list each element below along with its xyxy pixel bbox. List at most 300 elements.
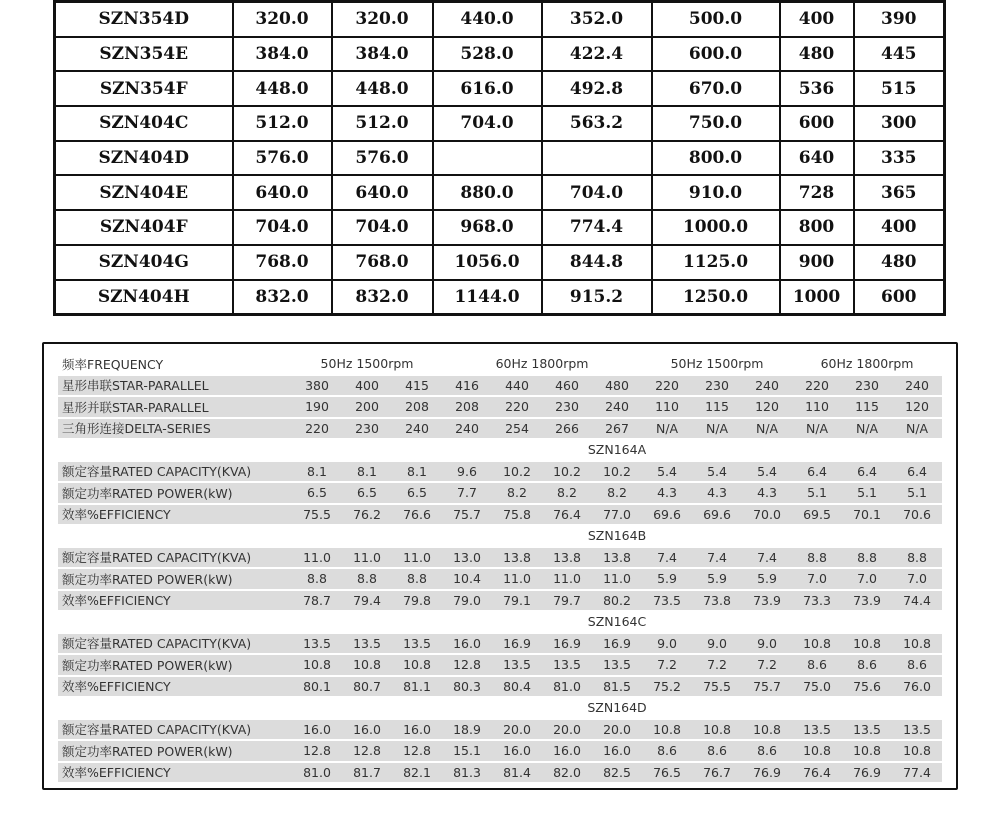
value-cell: 82.1 bbox=[392, 763, 442, 783]
value-cell: 10.8 bbox=[692, 720, 742, 740]
value-cell: 12.8 bbox=[292, 741, 342, 761]
value-cell: 220 bbox=[642, 376, 692, 396]
value-cell: 76.4 bbox=[792, 763, 842, 783]
model-cell: SZN404D bbox=[55, 141, 233, 176]
value-cell: 11.0 bbox=[592, 569, 642, 589]
value-cell: 5.9 bbox=[692, 569, 742, 589]
value-cell: 15.1 bbox=[442, 741, 492, 761]
value-cell: 81.7 bbox=[342, 763, 392, 783]
table-row bbox=[58, 505, 942, 525]
value-cell: 7.0 bbox=[842, 569, 892, 589]
value-cell: 10.8 bbox=[892, 741, 942, 761]
value-cell: 75.0 bbox=[792, 677, 842, 697]
frequency-header-row bbox=[58, 354, 942, 374]
value-cell: 76.9 bbox=[742, 763, 792, 783]
value-cell: 81.1 bbox=[392, 677, 442, 697]
value-cell: 8.6 bbox=[642, 741, 692, 761]
value-cell: 11.0 bbox=[292, 548, 342, 568]
value-cell: 6.4 bbox=[842, 462, 892, 482]
value-cell: 1144.0 bbox=[433, 280, 542, 315]
value-cell: 70.6 bbox=[892, 505, 942, 525]
frequency-group-label: 60Hz 1800rpm bbox=[442, 354, 642, 374]
value-cell: 750.0 bbox=[652, 106, 780, 141]
value-cell: 11.0 bbox=[392, 548, 442, 568]
value-cell: 20.0 bbox=[542, 720, 592, 740]
table-row bbox=[58, 677, 942, 697]
value-cell: 9.0 bbox=[742, 634, 792, 654]
value-cell: 600 bbox=[854, 280, 945, 315]
value-cell: 415 bbox=[392, 376, 442, 396]
value-cell: 5.4 bbox=[692, 462, 742, 482]
value-cell: 915.2 bbox=[542, 280, 652, 315]
table-row bbox=[55, 245, 945, 280]
table-row bbox=[55, 141, 945, 176]
spacer-cell bbox=[58, 612, 292, 632]
table-row bbox=[58, 634, 942, 654]
value-cell: 81.0 bbox=[542, 677, 592, 697]
value-cell: 77.4 bbox=[892, 763, 942, 783]
table-row bbox=[58, 548, 942, 568]
value-cell: 78.7 bbox=[292, 591, 342, 611]
value-cell: 480 bbox=[854, 245, 945, 280]
value-cell: 240 bbox=[592, 397, 642, 417]
value-cell: 10.8 bbox=[792, 741, 842, 761]
frequency-group-label: 50Hz 1500rpm bbox=[642, 354, 792, 374]
model-cell: SZN354F bbox=[55, 71, 233, 106]
value-cell: 13.0 bbox=[442, 548, 492, 568]
value-cell: 6.4 bbox=[892, 462, 942, 482]
row-label: 效率%EFFICIENCY bbox=[58, 505, 292, 525]
table-row bbox=[58, 483, 942, 503]
value-cell: 1250.0 bbox=[652, 280, 780, 315]
value-cell: 75.5 bbox=[292, 505, 342, 525]
value-cell: 73.5 bbox=[642, 591, 692, 611]
value-cell: 440.0 bbox=[433, 2, 542, 37]
value-cell: 844.8 bbox=[542, 245, 652, 280]
value-cell: 13.5 bbox=[342, 634, 392, 654]
value-cell: 460 bbox=[542, 376, 592, 396]
value-cell: 640.0 bbox=[332, 175, 433, 210]
value-cell: 640 bbox=[780, 141, 854, 176]
table-row bbox=[58, 462, 942, 482]
value-cell: 20.0 bbox=[592, 720, 642, 740]
value-cell: 240 bbox=[742, 376, 792, 396]
value-cell: 8.1 bbox=[292, 462, 342, 482]
table-row bbox=[58, 655, 942, 675]
value-cell: 16.0 bbox=[342, 720, 392, 740]
value-cell: 8.2 bbox=[492, 483, 542, 503]
value-cell: 81.5 bbox=[592, 677, 642, 697]
value-cell: 8.6 bbox=[692, 741, 742, 761]
value-cell: N/A bbox=[642, 419, 692, 439]
value-cell: 13.5 bbox=[892, 720, 942, 740]
value-cell: 10.8 bbox=[392, 655, 442, 675]
value-cell: 16.9 bbox=[542, 634, 592, 654]
value-cell: 80.2 bbox=[592, 591, 642, 611]
value-cell: 69.5 bbox=[792, 505, 842, 525]
value-cell: 10.8 bbox=[742, 720, 792, 740]
value-cell: 10.8 bbox=[792, 634, 842, 654]
value-cell: 576.0 bbox=[233, 141, 332, 176]
value-cell: 600.0 bbox=[652, 37, 780, 72]
value-cell: 8.2 bbox=[542, 483, 592, 503]
value-cell: 16.0 bbox=[492, 741, 542, 761]
value-cell: 774.4 bbox=[542, 210, 652, 245]
value-cell: 208 bbox=[392, 397, 442, 417]
value-cell: 10.8 bbox=[892, 634, 942, 654]
value-cell: 7.2 bbox=[692, 655, 742, 675]
value-cell: 5.4 bbox=[742, 462, 792, 482]
value-cell: 352.0 bbox=[542, 2, 652, 37]
value-cell: 115 bbox=[842, 397, 892, 417]
table-row bbox=[55, 210, 945, 245]
value-cell: 7.2 bbox=[742, 655, 792, 675]
value-cell: 4.3 bbox=[692, 483, 742, 503]
value-cell: 8.8 bbox=[892, 548, 942, 568]
value-cell: N/A bbox=[892, 419, 942, 439]
value-cell: 640.0 bbox=[233, 175, 332, 210]
value-cell: 16.0 bbox=[542, 741, 592, 761]
value-cell: 480 bbox=[780, 37, 854, 72]
generator-rating-panel bbox=[42, 342, 958, 790]
value-cell: 75.7 bbox=[442, 505, 492, 525]
value-cell: 9.0 bbox=[642, 634, 692, 654]
generator-rating-table bbox=[58, 352, 942, 784]
value-cell: 390 bbox=[854, 2, 945, 37]
table-row bbox=[58, 419, 942, 439]
model-cell: SZN404F bbox=[55, 210, 233, 245]
value-cell: 81.4 bbox=[492, 763, 542, 783]
value-cell: 10.2 bbox=[542, 462, 592, 482]
model-name: SZN164C bbox=[292, 612, 942, 632]
value-cell: 110 bbox=[642, 397, 692, 417]
value-cell: 16.9 bbox=[592, 634, 642, 654]
value-cell: 76.9 bbox=[842, 763, 892, 783]
value-cell: 240 bbox=[892, 376, 942, 396]
value-cell: 75.7 bbox=[742, 677, 792, 697]
table-row bbox=[55, 175, 945, 210]
value-cell: 1056.0 bbox=[433, 245, 542, 280]
value-cell: 1000.0 bbox=[652, 210, 780, 245]
value-cell: 5.9 bbox=[742, 569, 792, 589]
value-cell: 13.8 bbox=[592, 548, 642, 568]
value-cell: 10.8 bbox=[292, 655, 342, 675]
value-cell: 79.7 bbox=[542, 591, 592, 611]
value-cell: 266 bbox=[542, 419, 592, 439]
value-cell: 968.0 bbox=[433, 210, 542, 245]
model-cell: SZN404E bbox=[55, 175, 233, 210]
row-label: 效率%EFFICIENCY bbox=[58, 591, 292, 611]
spacer-cell bbox=[58, 440, 292, 460]
value-cell: 230 bbox=[842, 376, 892, 396]
value-cell: 6.4 bbox=[792, 462, 842, 482]
value-cell: 8.8 bbox=[342, 569, 392, 589]
value-cell: 616.0 bbox=[433, 71, 542, 106]
frequency-group-label: 60Hz 1800rpm bbox=[792, 354, 942, 374]
value-cell: 13.5 bbox=[492, 655, 542, 675]
table-row bbox=[58, 376, 942, 396]
value-cell: 7.4 bbox=[692, 548, 742, 568]
value-cell: 220 bbox=[792, 376, 842, 396]
value-cell: 512.0 bbox=[332, 106, 433, 141]
value-cell: 16.0 bbox=[592, 741, 642, 761]
value-cell: N/A bbox=[842, 419, 892, 439]
value-cell: 8.8 bbox=[792, 548, 842, 568]
value-cell: 200 bbox=[342, 397, 392, 417]
value-cell: 12.8 bbox=[442, 655, 492, 675]
value-cell: 422.4 bbox=[542, 37, 652, 72]
value-cell: 80.4 bbox=[492, 677, 542, 697]
row-label: 效率%EFFICIENCY bbox=[58, 763, 292, 783]
value-cell: 384.0 bbox=[233, 37, 332, 72]
value-cell: 80.3 bbox=[442, 677, 492, 697]
value-cell: 600 bbox=[780, 106, 854, 141]
value-cell: 400 bbox=[854, 210, 945, 245]
value-cell: 768.0 bbox=[233, 245, 332, 280]
value-cell: 79.8 bbox=[392, 591, 442, 611]
value-cell: 365 bbox=[854, 175, 945, 210]
value-cell: 8.8 bbox=[392, 569, 442, 589]
value-cell: 10.8 bbox=[842, 634, 892, 654]
value-cell: 12.8 bbox=[342, 741, 392, 761]
value-cell: 13.5 bbox=[842, 720, 892, 740]
row-label: 星形串联STAR-PARALLEL bbox=[58, 376, 292, 396]
value-cell: 70.0 bbox=[742, 505, 792, 525]
value-cell: 704.0 bbox=[433, 106, 542, 141]
value-cell: 800 bbox=[780, 210, 854, 245]
value-cell: 82.0 bbox=[542, 763, 592, 783]
table-row bbox=[55, 106, 945, 141]
value-cell: 76.5 bbox=[642, 763, 692, 783]
spacer-cell bbox=[58, 526, 292, 546]
value-cell: 5.1 bbox=[892, 483, 942, 503]
value-cell: 16.0 bbox=[442, 634, 492, 654]
value-cell: 79.1 bbox=[492, 591, 542, 611]
model-name: SZN164A bbox=[292, 440, 942, 460]
value-cell: 79.4 bbox=[342, 591, 392, 611]
value-cell: 8.1 bbox=[342, 462, 392, 482]
table-row bbox=[58, 763, 942, 783]
value-cell: 240 bbox=[392, 419, 442, 439]
row-label: 额定功率RATED POWER(kW) bbox=[58, 483, 292, 503]
value-cell: 13.5 bbox=[792, 720, 842, 740]
model-name: SZN164D bbox=[292, 698, 942, 718]
value-cell: 220 bbox=[292, 419, 342, 439]
value-cell: 4.3 bbox=[742, 483, 792, 503]
value-cell: 512.0 bbox=[233, 106, 332, 141]
value-cell: 267 bbox=[592, 419, 642, 439]
value-cell: 120 bbox=[742, 397, 792, 417]
value-cell: 8.8 bbox=[842, 548, 892, 568]
row-label: 额定容量RATED CAPACITY(KVA) bbox=[58, 462, 292, 482]
table-row bbox=[58, 591, 942, 611]
value-cell: 75.6 bbox=[842, 677, 892, 697]
value-cell: 5.9 bbox=[642, 569, 692, 589]
value-cell: 190 bbox=[292, 397, 342, 417]
model-header-row bbox=[58, 526, 942, 546]
value-cell: 11.0 bbox=[542, 569, 592, 589]
value-cell: 704.0 bbox=[542, 175, 652, 210]
value-cell: 515 bbox=[854, 71, 945, 106]
value-cell: 74.4 bbox=[892, 591, 942, 611]
value-cell: 7.0 bbox=[792, 569, 842, 589]
value-cell: 8.1 bbox=[392, 462, 442, 482]
table-row bbox=[55, 71, 945, 106]
value-cell: 230 bbox=[692, 376, 742, 396]
value-cell: 335 bbox=[854, 141, 945, 176]
value-cell: 445 bbox=[854, 37, 945, 72]
value-cell: 9.6 bbox=[442, 462, 492, 482]
value-cell: 69.6 bbox=[642, 505, 692, 525]
value-cell: 832.0 bbox=[332, 280, 433, 315]
value-cell: 563.2 bbox=[542, 106, 652, 141]
model-header-row bbox=[58, 698, 942, 718]
value-cell: 16.0 bbox=[392, 720, 442, 740]
value-cell: 6.5 bbox=[292, 483, 342, 503]
row-label: 额定容量RATED CAPACITY(KVA) bbox=[58, 720, 292, 740]
value-cell: 448.0 bbox=[332, 71, 433, 106]
value-cell: 8.6 bbox=[842, 655, 892, 675]
value-cell: 7.4 bbox=[642, 548, 692, 568]
value-cell: 75.8 bbox=[492, 505, 542, 525]
row-label: 星形并联STAR-PARALLEL bbox=[58, 397, 292, 417]
value-cell: 16.9 bbox=[492, 634, 542, 654]
value-cell: 208 bbox=[442, 397, 492, 417]
value-cell: 492.8 bbox=[542, 71, 652, 106]
value-cell: 73.9 bbox=[842, 591, 892, 611]
value-cell: 7.7 bbox=[442, 483, 492, 503]
value-cell: 5.4 bbox=[642, 462, 692, 482]
model-cell: SZN404H bbox=[55, 280, 233, 315]
value-cell: 254 bbox=[492, 419, 542, 439]
value-cell: 8.6 bbox=[792, 655, 842, 675]
row-label: 效率%EFFICIENCY bbox=[58, 677, 292, 697]
value-cell: 480 bbox=[592, 376, 642, 396]
model-cell: SZN354D bbox=[55, 2, 233, 37]
value-cell: N/A bbox=[742, 419, 792, 439]
value-cell: 8.6 bbox=[742, 741, 792, 761]
value-cell: 416 bbox=[442, 376, 492, 396]
table-row bbox=[58, 720, 942, 740]
value-cell: 13.8 bbox=[492, 548, 542, 568]
value-cell: 576.0 bbox=[332, 141, 433, 176]
value-cell: 82.5 bbox=[592, 763, 642, 783]
table-row bbox=[58, 397, 942, 417]
value-cell: N/A bbox=[792, 419, 842, 439]
value-cell: 73.3 bbox=[792, 591, 842, 611]
value-cell: 13.8 bbox=[542, 548, 592, 568]
value-cell: 8.6 bbox=[892, 655, 942, 675]
generator-spec-table-top bbox=[53, 0, 946, 316]
value-cell: 11.0 bbox=[342, 548, 392, 568]
value-cell: 5.1 bbox=[792, 483, 842, 503]
row-label: 三角形连接DELTA-SERIES bbox=[58, 419, 292, 439]
value-cell: 77.0 bbox=[592, 505, 642, 525]
value-cell: 5.1 bbox=[842, 483, 892, 503]
value-cell: 10.8 bbox=[842, 741, 892, 761]
value-cell: 448.0 bbox=[233, 71, 332, 106]
value-cell: 768.0 bbox=[332, 245, 433, 280]
value-cell: 81.3 bbox=[442, 763, 492, 783]
value-cell: 1000 bbox=[780, 280, 854, 315]
value-cell: 16.0 bbox=[292, 720, 342, 740]
value-cell: 6.5 bbox=[342, 483, 392, 503]
value-cell: 10.8 bbox=[342, 655, 392, 675]
row-label: 额定功率RATED POWER(kW) bbox=[58, 569, 292, 589]
model-cell: SZN354E bbox=[55, 37, 233, 72]
value-cell: 8.8 bbox=[292, 569, 342, 589]
model-cell: SZN404G bbox=[55, 245, 233, 280]
value-cell: 13.5 bbox=[592, 655, 642, 675]
table-row bbox=[58, 569, 942, 589]
value-cell: 20.0 bbox=[492, 720, 542, 740]
value-cell: 18.9 bbox=[442, 720, 492, 740]
value-cell: 73.9 bbox=[742, 591, 792, 611]
value-cell: 13.5 bbox=[292, 634, 342, 654]
value-cell: 800.0 bbox=[652, 141, 780, 176]
row-label: 额定功率RATED POWER(kW) bbox=[58, 741, 292, 761]
table-row bbox=[55, 37, 945, 72]
frequency-label: 频率FREQUENCY bbox=[58, 354, 292, 374]
value-cell: 75.2 bbox=[642, 677, 692, 697]
value-cell: 536 bbox=[780, 71, 854, 106]
value-cell: 8.2 bbox=[592, 483, 642, 503]
row-label: 额定容量RATED CAPACITY(KVA) bbox=[58, 548, 292, 568]
value-cell: 320.0 bbox=[233, 2, 332, 37]
value-cell: 240 bbox=[442, 419, 492, 439]
value-cell: 80.7 bbox=[342, 677, 392, 697]
value-cell: 7.2 bbox=[642, 655, 692, 675]
value-cell: 79.0 bbox=[442, 591, 492, 611]
model-header-row bbox=[58, 612, 942, 632]
value-cell: 110 bbox=[792, 397, 842, 417]
value-cell: 4.3 bbox=[642, 483, 692, 503]
value-cell: 230 bbox=[542, 397, 592, 417]
value-cell: 10.8 bbox=[642, 720, 692, 740]
value-cell: 7.4 bbox=[742, 548, 792, 568]
table-row bbox=[58, 741, 942, 761]
table-row bbox=[55, 280, 945, 315]
model-cell: SZN404C bbox=[55, 106, 233, 141]
value-cell: 12.8 bbox=[392, 741, 442, 761]
value-cell: 832.0 bbox=[233, 280, 332, 315]
value-cell: 10.4 bbox=[442, 569, 492, 589]
value-cell: 7.0 bbox=[892, 569, 942, 589]
model-header-row bbox=[58, 440, 942, 460]
row-label: 额定功率RATED POWER(kW) bbox=[58, 655, 292, 675]
table-row bbox=[55, 2, 945, 37]
value-cell: 70.1 bbox=[842, 505, 892, 525]
value-cell: 80.1 bbox=[292, 677, 342, 697]
value-cell: 384.0 bbox=[332, 37, 433, 72]
value-cell bbox=[433, 141, 542, 176]
model-name: SZN164B bbox=[292, 526, 942, 546]
value-cell: 10.2 bbox=[592, 462, 642, 482]
value-cell: 73.8 bbox=[692, 591, 742, 611]
value-cell: 528.0 bbox=[433, 37, 542, 72]
value-cell: 120 bbox=[892, 397, 942, 417]
value-cell: N/A bbox=[692, 419, 742, 439]
value-cell: 10.2 bbox=[492, 462, 542, 482]
value-cell: 76.4 bbox=[542, 505, 592, 525]
value-cell: 1125.0 bbox=[652, 245, 780, 280]
value-cell: 500.0 bbox=[652, 2, 780, 37]
value-cell: 13.5 bbox=[542, 655, 592, 675]
value-cell: 440 bbox=[492, 376, 542, 396]
value-cell: 76.6 bbox=[392, 505, 442, 525]
spacer-cell bbox=[58, 698, 292, 718]
value-cell: 704.0 bbox=[233, 210, 332, 245]
